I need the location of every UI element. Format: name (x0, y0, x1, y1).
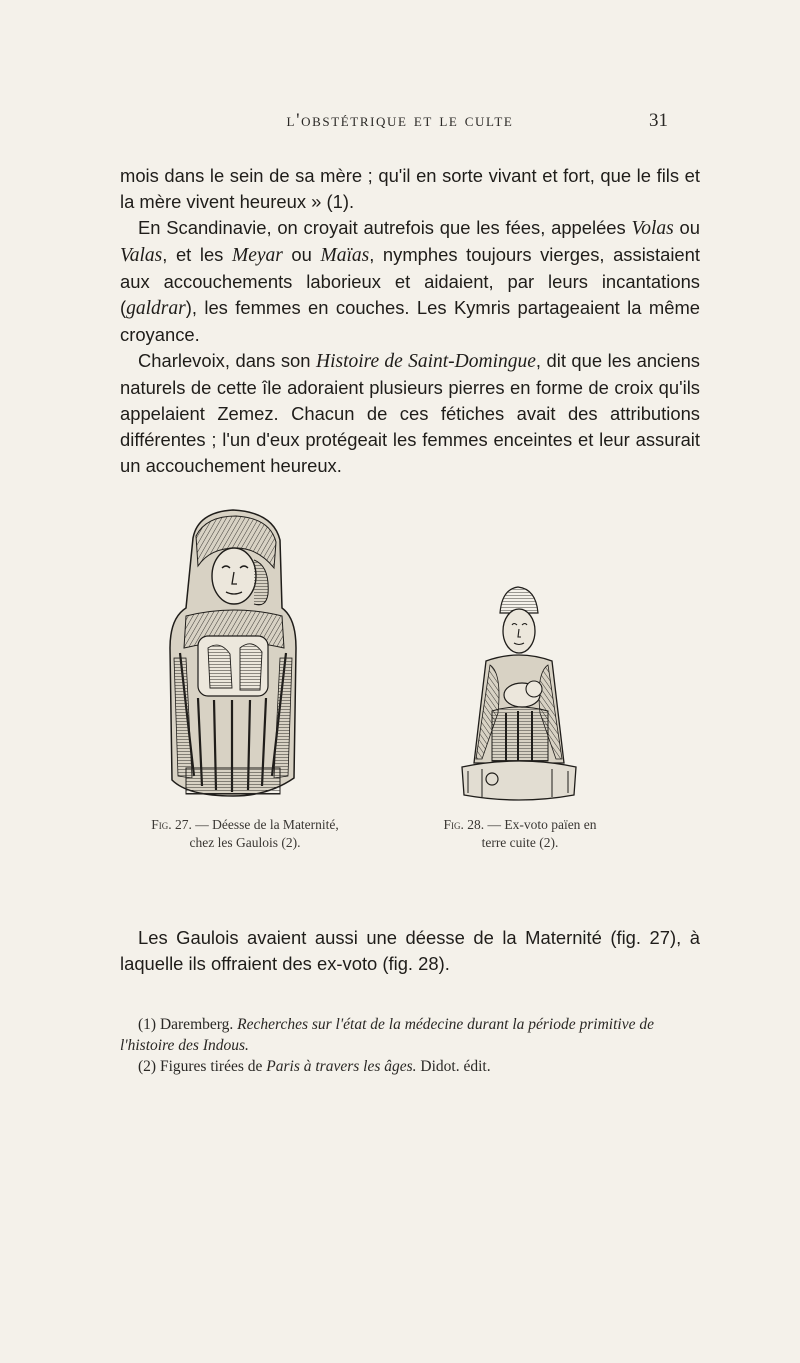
paragraph-scandinavia: En Scandinavie, on croyait autrefois que les fées, appelées Volas ou Valas, et les Meyar ou Maïas, nymphes toujours vierges, assistaient aux accouchements laborieux et aidaient, par leurs incantations (galdrar), les femmes en couches. Les Kymris partageaient la même croyance. (120, 217, 700, 345)
figure-27-caption: Fig. 27. — Déesse de la Maternité, chez les Gaulois (2). (151, 817, 339, 850)
paragraph-gaulois: Les Gaulois avaient aussi une déesse de la Maternité (fig. 27), à laquelle ils offraient des ex-voto (fig. 28). (120, 927, 700, 975)
running-head (0, 110, 800, 136)
footnotes (120, 1014, 710, 1077)
paragraph-continuation: mois dans le sein de sa mère ; qu'il en sorte vivant et fort, que le fils et la mère vivent heureux » (1). (120, 165, 700, 212)
running-title: l'obstétrique et le culte (286, 110, 514, 131)
body-text (120, 163, 700, 479)
footnote-2: (2) Figures tirées de Paris à travers les âges. Didot. édit. (138, 1058, 491, 1075)
ex-voto-terracotta-engraving (452, 583, 582, 805)
page-number: 31 (649, 110, 668, 131)
goddess-statue-engraving (158, 508, 308, 800)
paragraph-charlevoix: Charlevoix, dans son Histoire de Saint-Domingue, dit que les anciens naturels de cette île adoraient plusieurs pierres en forme de croix qu'ils appelaient Zemez. Chacun de ces fétiches avait des attributions différentes ; l'un d'eux protégeait les femmes enceintes et leur assurait un accouchement heureux. (120, 350, 700, 476)
figure-28-caption: Fig. 28. — Ex-voto païen en terre cuite (2). (443, 817, 597, 850)
footnote-1: (1) Daremberg. Recherches sur l'état de la médecine durant la période primitive de l'histoire des Indous. (120, 1016, 654, 1054)
